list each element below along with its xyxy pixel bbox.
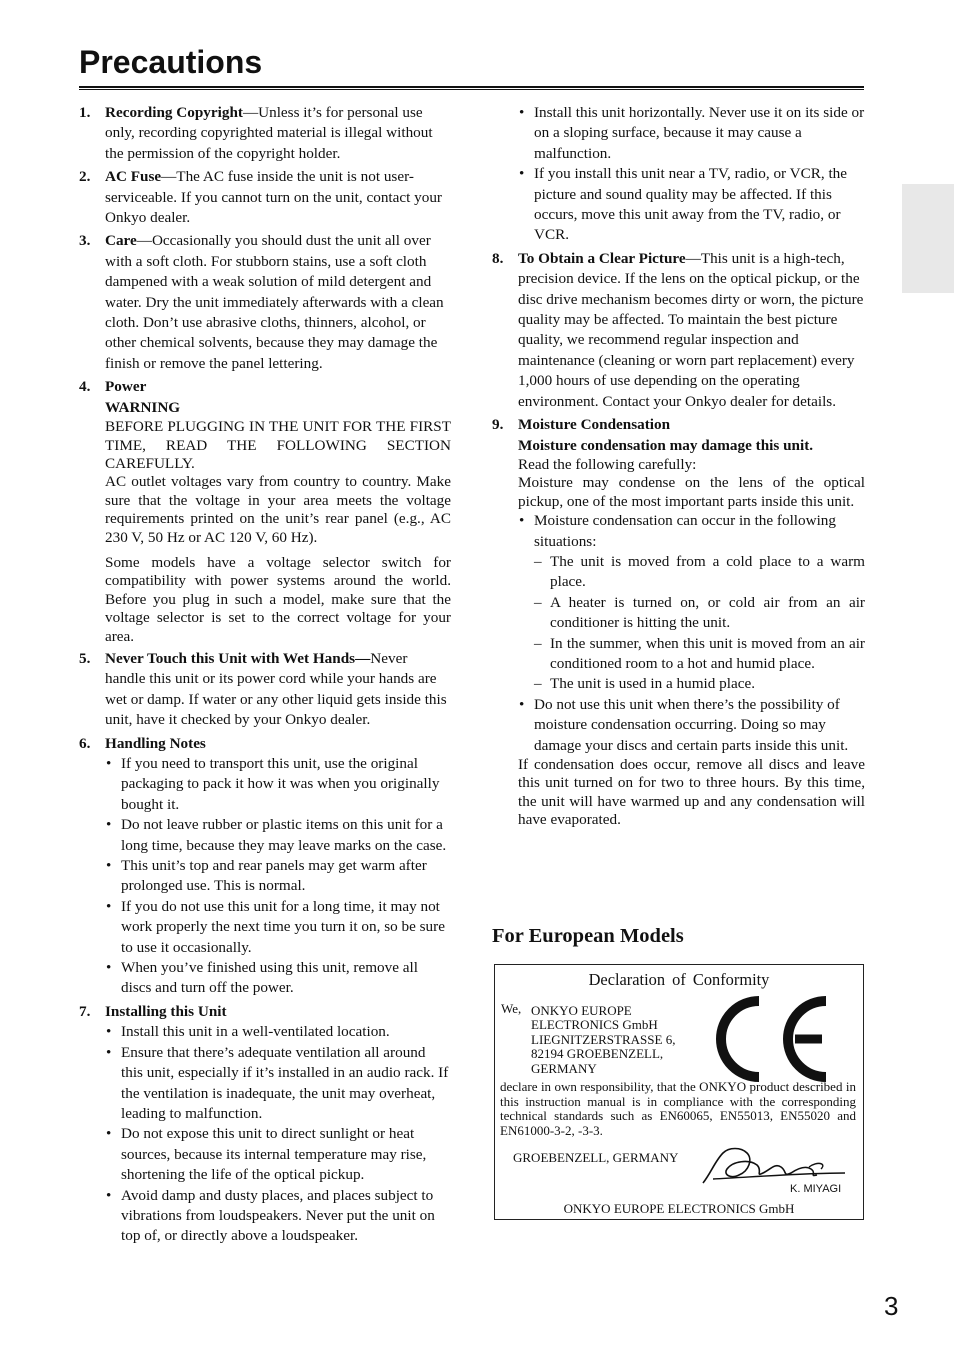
item-number: 6. — [79, 734, 91, 752]
item-number: 3. — [79, 232, 91, 250]
company-name: ONKYO EUROPE ELECTRONICS GmbH — [563, 1201, 795, 1216]
list-item: • Avoid damp and dusty places, and places subject to vibrations from loudspeakers. Never put the unit on top of, or directly above a loudspeaker. — [105, 1186, 451, 1247]
dash-item: – In the summer, when this unit is moved from an air conditioned room to a hot and humid place. — [534, 634, 865, 675]
list-item: • Install this unit horizontally. Never use it on its side or on a sloping surface, because it may cause a malfunction. — [518, 103, 865, 164]
item-subtitle: Moisture condensation may damage this unit. — [518, 436, 814, 454]
list-item: • If you need to transport this unit, use the original packaging to pack it how it was when you originally bought it. — [105, 754, 451, 815]
address-line: 82194 GROEBENZELL, — [531, 1046, 664, 1062]
item-wet-hands — [79, 649, 451, 731]
declaration-box — [494, 964, 864, 1220]
declaration-text: declare in own responsibility, that the ONKYO product described in this instruction manual is in compliance with the corresponding technical standards such as EN60065, EN55013, EN55020 and EN61000-3-2, -3-3. — [500, 1079, 856, 1138]
item-clear-picture — [492, 249, 865, 412]
list-item: • When you’ve finished using this unit, remove all discs and turn off the power. — [105, 958, 451, 999]
item-title: AC Fuse — [105, 168, 162, 186]
item-number: 4. — [79, 378, 91, 396]
read-note: Read the following carefully: — [518, 455, 697, 473]
list-item-text: Moisture condensation can occur in the following situations: — [534, 512, 836, 550]
list-item: • Do not leave rubber or plastic items on this unit for a long time, because they may leave marks on the case. — [105, 815, 451, 856]
item-title: Installing this Unit — [105, 1002, 227, 1020]
signer-name: K. MIYAGI — [790, 1183, 842, 1195]
item-text: —Unless it’s for personal use only, recording copyrighted material is illegal without the permission of the copyright holder. — [105, 104, 433, 162]
item-number: 2. — [79, 168, 91, 186]
dash-item: – A heater is turned on, or cold air from an air conditioner is hitting the unit. — [534, 593, 865, 634]
item-title: Moisture Condensation — [518, 416, 671, 434]
installing-continued — [518, 103, 865, 246]
section-heading: For European Models — [492, 925, 684, 947]
item-moisture — [492, 415, 865, 830]
item-title: Care — [105, 232, 137, 250]
declaration-place: GROEBENZELL, GERMANY — [513, 1150, 679, 1165]
item-recording-copyright — [79, 103, 451, 164]
address-line: ONKYO EUROPE — [531, 1003, 632, 1018]
item-title: Handling Notes — [105, 734, 206, 752]
list-item: • If you install this unit near a TV, radio, or VCR, the picture and sound quality may be affected. If this occurs, move this unit away from the TV, radio, or VCR. — [518, 164, 865, 246]
list-item: • Ensure that there’s adequate ventilation all around this unit, especially if it’s installed in an audio rack. If the ventilation is inadequate, the unit may overheat, leading to malfunction. — [105, 1043, 451, 1125]
item-number: 8. — [492, 249, 504, 267]
item-number: 7. — [79, 1002, 91, 1020]
item-title: Power — [105, 378, 147, 396]
item-number: 1. — [79, 104, 91, 121]
moisture-intro: Moisture may condense on the lens of the optical pickup, one of the most important parts inside this unit. — [518, 474, 865, 510]
moisture-outro: If condensation does occur, remove all discs and leave this unit turned on for two to three hours. By this time, the unit will have warmed up and any condensation will have evaporated. — [518, 756, 865, 829]
list-item: • If you do not use this unit for a long time, it may not work properly the next time you turn it on, so be sure to use it occasionally. — [105, 897, 451, 958]
declaration-title: Declaration of Conformity — [588, 970, 770, 989]
page-title: Precautions — [79, 44, 263, 80]
item-text: —Occasionally you should dust the unit all over with a soft cloth. For stubborn stains, use a soft cloth dampened with a weak solution of mild detergent and water. Dry the unit immediately afterwards with a clean cloth. Don’t use abrasive cloths, thinners, alcohol, or other chemical solvents, because they may damage the finish or remove the panel lettering. — [105, 232, 444, 372]
warning-text: BEFORE PLUGGING IN THE UNIT FOR THE FIRST TIME, READ THE FOLLOWING SECTION CAREFULLY. — [105, 418, 451, 472]
item-title: Never Touch this Unit with Wet Hands— — [105, 649, 371, 667]
item-care — [79, 231, 451, 374]
item-title: To Obtain a Clear Picture — [518, 249, 686, 267]
company-address — [531, 1004, 675, 1076]
item-text: —This unit is a high-tech, precision device. If the lens on the optical pickup, or the disc drive mechanism becomes dirty or worn, the picture quality may be affected. To maintain the best picture quality, we recommend regular inspection and maintenance (cleaning or worn part replacement) every 1,000 hours of use depending on the operating environment. Contact your Onkyo dealer for details. — [518, 249, 864, 410]
list-item: • This unit’s top and rear panels may get warm after prolonged use. This is normal. — [105, 856, 451, 897]
item-power — [79, 377, 451, 646]
list-item — [518, 511, 865, 695]
item-title: Recording Copyright — [105, 104, 243, 121]
list-item: • Do not use this unit when there’s the possibility of moisture condensation occurring. Doing so may damage your discs and certain parts inside this unit. — [518, 695, 865, 756]
dash-item: – The unit is moved from a cold place to a warm place. — [534, 552, 865, 593]
item-text: —The AC fuse inside the unit is not user-serviceable. If you cannot turn on the unit, contact your Onkyo dealer. — [105, 168, 442, 227]
left-column — [79, 103, 451, 1250]
item-handling-notes — [79, 734, 451, 999]
title-rule — [79, 86, 864, 90]
address-line: ELECTRONICS GmbH — [531, 1017, 658, 1033]
item-number: 9. — [492, 416, 504, 434]
list-item: • Install this unit in a well-ventilated location. — [105, 1022, 451, 1042]
dash-item: – The unit is used in a humid place. — [534, 674, 865, 694]
section-tab — [902, 184, 954, 293]
address-line: GERMANY — [531, 1060, 597, 1076]
warning-label: WARNING — [105, 398, 181, 416]
right-column — [492, 103, 865, 833]
item-text: Never handle this unit or its power cord while your hands are wet or damp. If water or any other liquid gets inside this unit, have it checked by your Onkyo dealer. — [105, 649, 447, 729]
page-number: 3 — [884, 1291, 899, 1321]
address-line: LIEGNITZERSTRASSE 6, — [531, 1031, 676, 1047]
power-paragraph: AC outlet voltages vary from country to country. Make sure that the voltage in your area meets the voltage requirements printed on the unit’s rear panel (e.g., AC 230 V, 50 Hz or AC 120 V, 60 Hz). — [105, 473, 451, 546]
declaration-we: We, — [501, 1001, 522, 1016]
ce-mark-icon — [715, 995, 835, 1083]
item-ac-fuse — [79, 167, 451, 228]
list-item: • Do not expose this unit to direct sunlight or heat sources, because its internal temperature may rise, shortening the life of the optical pickup. — [105, 1124, 451, 1185]
power-paragraph: Some models have a voltage selector switch for compatibility with power systems around the world. Before you plug in such a model, make sure that the voltage selector is set to the correct voltage for your area. — [105, 553, 451, 645]
item-number: 5. — [79, 649, 91, 667]
item-installing — [79, 1002, 451, 1247]
